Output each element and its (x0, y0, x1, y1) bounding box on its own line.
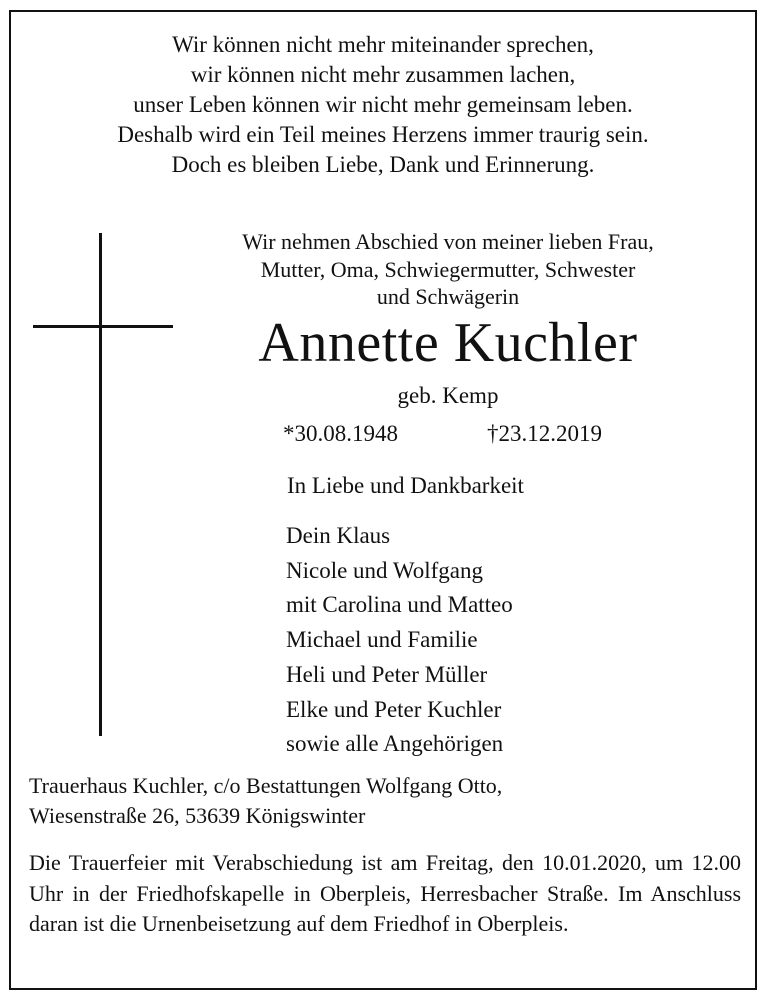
mourner-name: Nicole und Wolfgang (286, 557, 484, 583)
address-line: Trauerhaus Kuchler, c/o Bestattungen Wolfgang Otto, (29, 773, 503, 798)
intro-line: und Schwägerin (376, 284, 520, 309)
funeral-notice: Die Trauerfeier mit Verabschiedung ist am Freitag, den 10.01.2020, um 12.00 Uhr in der Friedhofskapelle in Oberpleis, Herresbacher Straße. Im Anschluss daran ist die Urnenbeisetzung auf dem Friedhof in Oberpleis. (29, 850, 741, 936)
mourners-heading: In Liebe und Dankbarkeit (287, 473, 524, 498)
mourner-name: Dein Klaus (286, 523, 391, 548)
mourner-name: Michael und Familie (286, 627, 478, 653)
cross-icon-vertical-bar (99, 233, 102, 736)
mourner-name: mit Carolina und Matteo (286, 592, 513, 618)
cross-icon-horizontal-bar (33, 325, 173, 328)
mourner-name: sowie alle Angehörigen (286, 731, 504, 757)
poem-line: unser Leben können wir nicht mehr gemeinsam leben. (133, 92, 633, 117)
poem-line: wir können nicht mehr zusammen lachen, (190, 62, 576, 87)
poem (0, 30, 766, 180)
poem-line: Wir können nicht mehr miteinander sprechen, (172, 32, 594, 57)
mourners-list (286, 519, 513, 762)
death-date: †23.12.2019 (487, 421, 602, 446)
poem-line: Doch es bleiben Liebe, Dank und Erinnerung. (171, 152, 595, 177)
mourner-name: Elke und Peter Kuchler (286, 696, 502, 722)
poem-line: Deshalb wird ein Teil meines Herzens immer traurig sein. (117, 122, 649, 147)
mourner-name: Heli und Peter Müller (286, 661, 488, 687)
deceased-name: Annette Kuchler (258, 312, 638, 374)
address-line: Wiesenstraße 26, 53639 Königswinter (29, 803, 366, 828)
maiden-name: geb. Kemp (397, 383, 499, 408)
mourning-house-address (29, 771, 502, 831)
intro-line: Mutter, Oma, Schwiegermutter, Schwester (260, 256, 636, 282)
birth-date: *30.08.1948 (283, 421, 398, 446)
farewell-intro (178, 228, 718, 311)
intro-line: Wir nehmen Abschied von meiner lieben Frau, (242, 229, 654, 254)
